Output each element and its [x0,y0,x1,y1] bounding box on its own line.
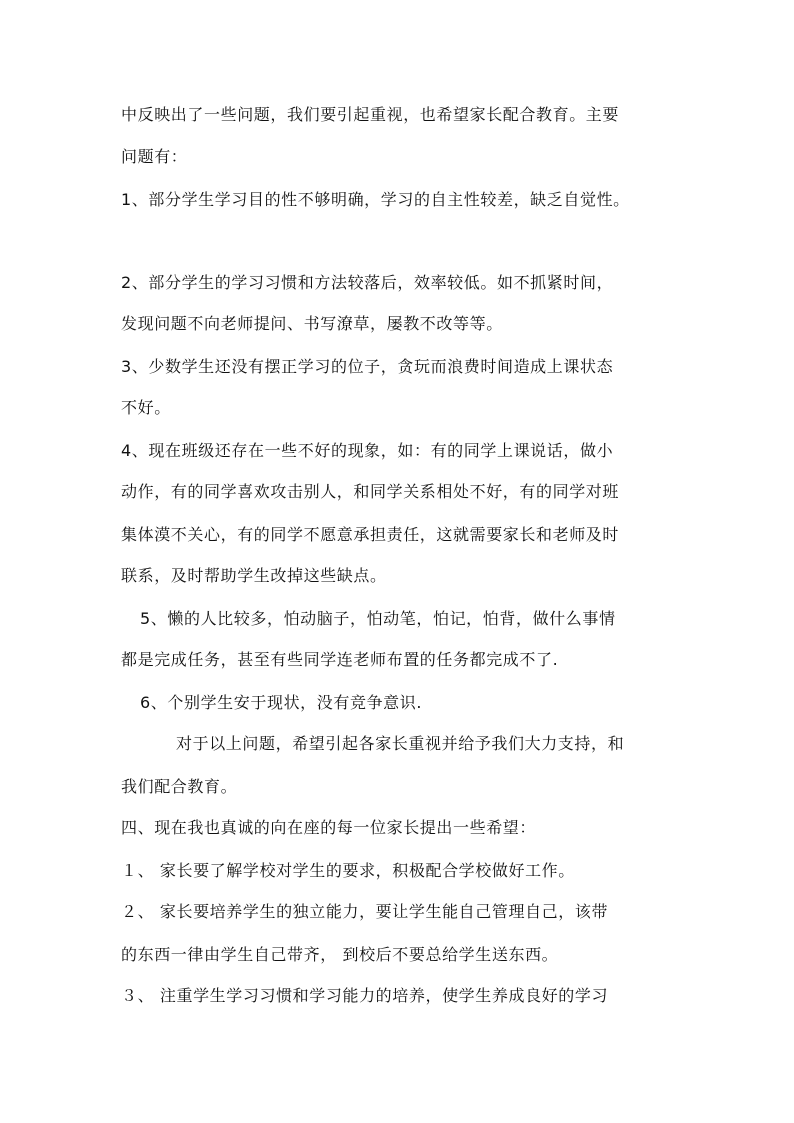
text-line: 中反映出了一些问题，我们要引起重视，也希望家长配合教育。主要 [121,105,620,124]
text-line: 四、现在我也真诚的向在座的每一位家长提出一些希望： [121,818,537,837]
text-line: 对于以上问题，希望引起各家长重视并给予我们大力支持，和 [176,734,625,753]
text-line: ２、 家长要培养学生的独立能力，要让学生能自己管理自己，该带 [121,902,609,921]
text-line: 6、个别学生安于现状，没有竞争意识. [140,693,423,712]
text-line: 不好。 [121,398,171,417]
text-line: 的东西一律由学生自己带齐， 到校后不要总给学生送东西。 [121,945,559,964]
text-line: １、 家长要了解学校对学生的要求，积极配合学校做好工作。 [121,861,575,880]
text-line: 动作，有的同学喜欢攻击别人，和同学关系相处不好，有的同学对班 [121,482,620,501]
text-line: 联系，及时帮助学生改掉这些缺点。 [121,566,387,585]
text-line: 发现问题不向老师提问、书写潦草，屡教不改等等。 [121,314,503,333]
text-line: 3、少数学生还没有摆正学习的位子，贪玩而浪费时间造成上课状态 [121,357,614,376]
text-line: 我们配合教育。 [121,777,238,796]
text-line: 2、部分学生的学习习惯和方法较落后，效率较低。如不抓紧时间， [121,273,614,292]
text-line: 4、现在班级还存在一些不好的现象，如：有的同学上课说话，做小 [121,441,614,460]
text-line: 集体漠不关心，有的同学不愿意承担责任，这就需要家长和老师及时 [121,525,620,544]
text-line: 都是完成任务，甚至有些同学连老师布置的任务都完成不了. [121,650,559,669]
text-line: ３、 注重学生学习习惯和学习能力的培养，使学生养成良好的学习 [121,986,609,1005]
text-line: 1、部分学生学习目的性不够明确，学习的自主性较差，缺乏自觉性。 [121,190,630,209]
text-line: 问题有： [121,147,188,166]
text-line: 5、懒的人比较多，怕动脑子，怕动笔，怕记，怕背，做什么事情 [140,609,616,628]
